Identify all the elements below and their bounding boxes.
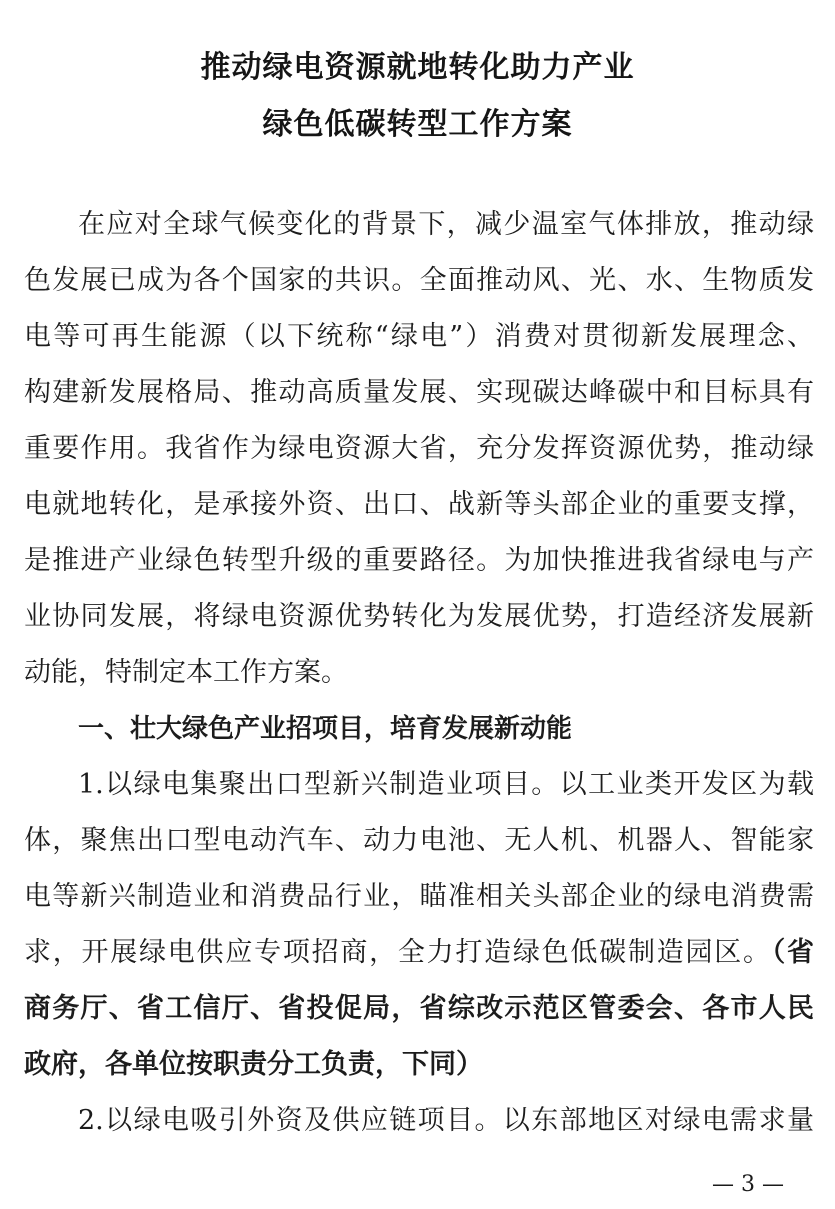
item-1-line: 1.以绿电集聚出口型新兴制造业项目。以工业类开发区为载 (78, 769, 814, 800)
page-number: — 3 — (712, 1172, 784, 1197)
intro-line: 动能，特制定本工作方案。 (24, 657, 348, 688)
responsible-units-line: 政府，各单位按职责分工负责，下同） (24, 1049, 483, 1080)
responsible-units-line: 商务厅、省工信厅、省投促局，省综改示范区管委会、各市人民 (24, 993, 814, 1024)
document-title-line-1: 推动绿电资源就地转化助力产业 (200, 50, 635, 85)
item-1-line: 电等新兴制造业和消费品行业，瞄准相关头部企业的绿电消费需 (24, 881, 814, 912)
section-heading: 一、壮大绿色产业招项目，培育发展新动能 (78, 714, 573, 744)
intro-line: 重要作用。我省作为绿电资源大省，充分发挥资源优势，推动绿 (24, 433, 814, 464)
intro-line: 在应对全球气候变化的背景下，减少温室气体排放，推动绿 (78, 209, 814, 240)
intro-line: 电就地转化，是承接外资、出口、战新等头部企业的重要支撑， (24, 489, 814, 520)
intro-line: 业协同发展，将绿电资源优势转化为发展优势，打造经济发展新 (24, 601, 814, 632)
intro-line: 是推进产业绿色转型升级的重要路径。为加快推进我省绿电与产 (24, 545, 814, 576)
item-1-line (24, 929, 814, 977)
item-1-line: 体，聚焦出口型电动汽车、动力电池、无人机、机器人、智能家 (24, 825, 814, 856)
intro-line: 电等可再生能源（以下统称“绿电”）消费对贯彻新发展理念、 (24, 321, 814, 352)
responsible-units-start: （省 (771, 937, 815, 968)
item-1-text: 求，开展绿电供应专项招商，全力打造绿色低碳制造园区。 (24, 937, 772, 968)
item-2-line: 2.以绿电吸引外资及供应链项目。以东部地区对绿电需求量 (78, 1105, 814, 1136)
intro-line: 色发展已成为各个国家的共识。全面推动风、光、水、生物质发 (24, 265, 814, 296)
intro-line: 构建新发展格局、推动高质量发展、实现碳达峰碳中和目标具有 (24, 377, 814, 408)
document-title-line-2: 绿色低碳转型工作方案 (262, 107, 573, 142)
